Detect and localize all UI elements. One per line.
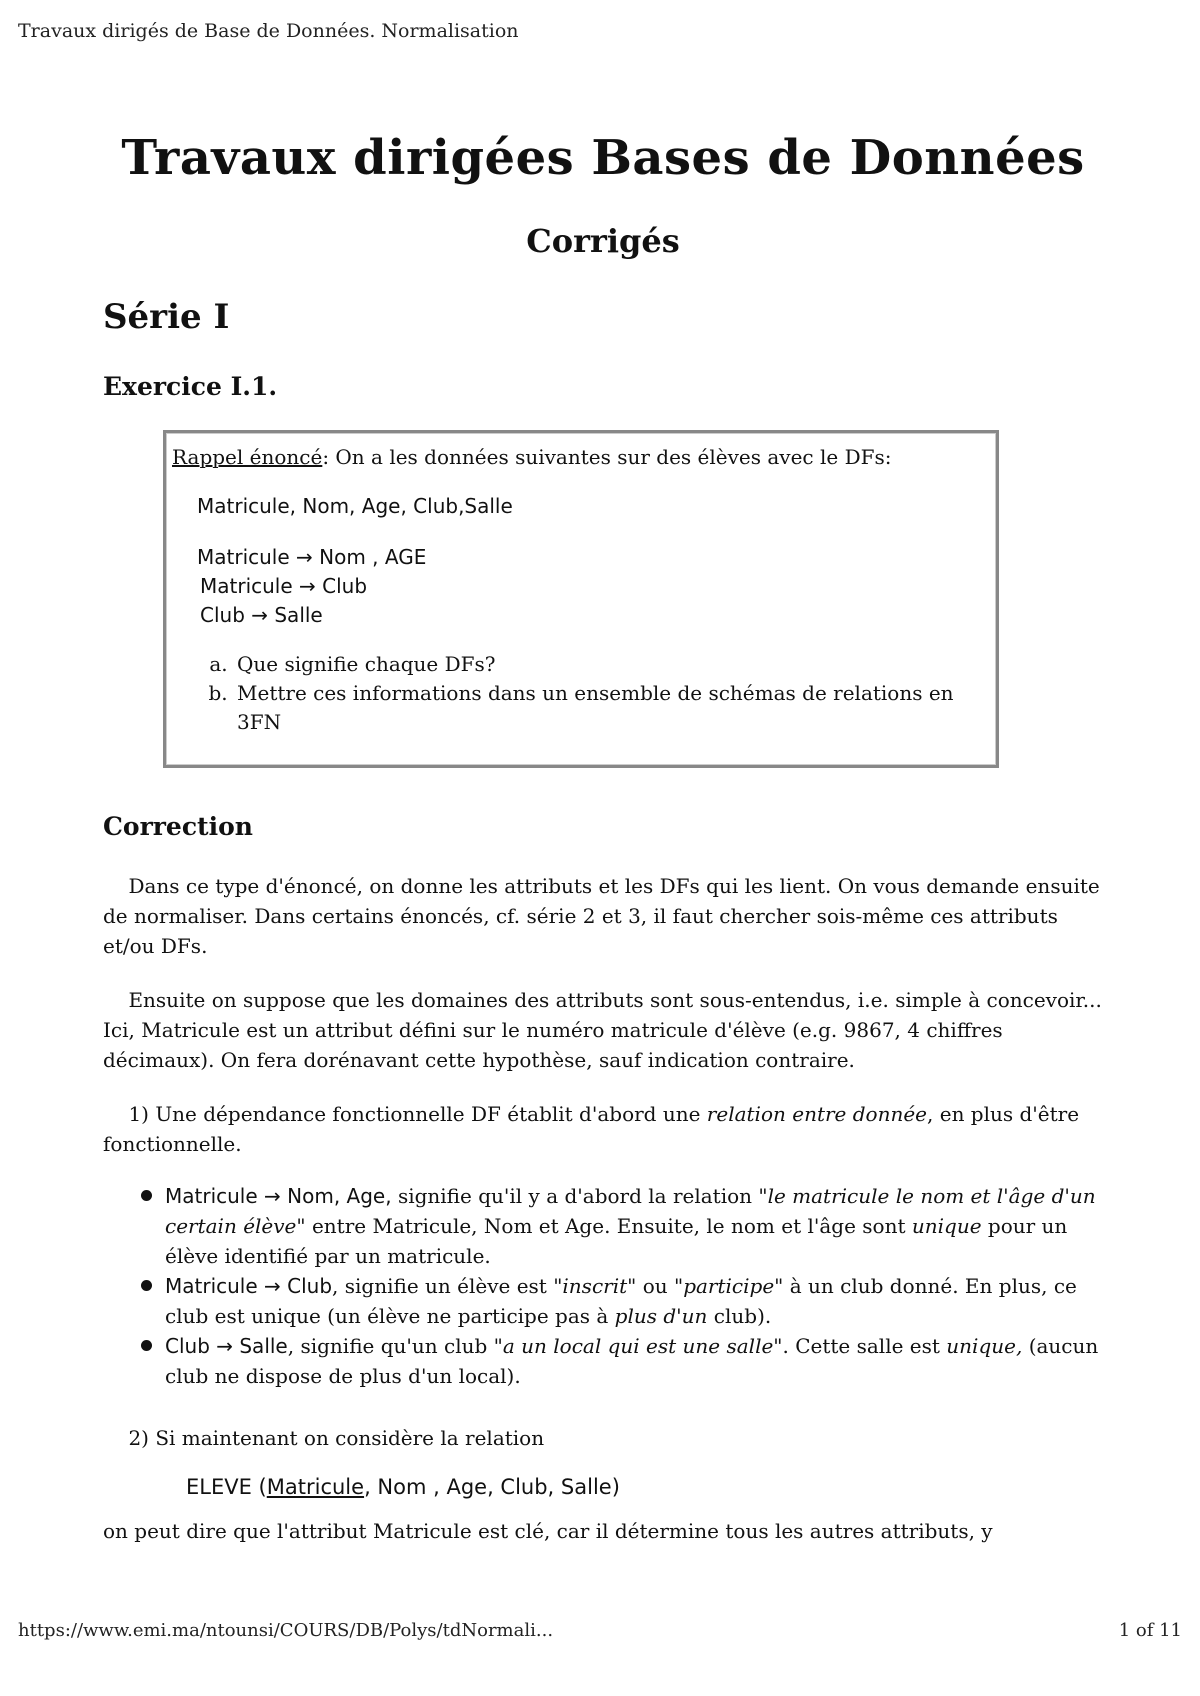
item-text: " à un club donné. En plus, ce club est unique (un élève ne participe pas à [165, 1274, 1077, 1328]
rappel-question: b. Mettre ces informations dans un ensemble de schémas de relations en 3FN [234, 679, 992, 737]
paragraph-text: 2) Si maintenant on considère la relation [128, 1426, 545, 1450]
item-text: , signifie qu'un club " [287, 1334, 503, 1358]
item-text: pour un élève identifié par un matricule. [165, 1214, 1068, 1268]
paragraph-text: Ensuite on suppose que les domaines des attributs sont sous-entendus, i.e. simple à concevoir... Ici, Matricule est un attribut défini sur le numéro matricule d'élève (e.g. 9867, 4 chiffres décimaux). On fera dorénavant cette hypothèse, sauf indication contraire. [103, 988, 1102, 1072]
rappel-df-list [172, 543, 992, 630]
correction-paragraph [103, 1423, 1103, 1453]
footer-url-link[interactable]: https://www.emi.ma/ntounsi/COURS/DB/Polys/tdNormali... [18, 1620, 554, 1641]
emphasis-text: unique, [946, 1334, 1023, 1358]
item-text: " entre Matricule, Nom et Age. Ensuite, le nom et l'âge sont [296, 1214, 912, 1238]
emphasis-text: unique [911, 1214, 982, 1238]
item-text: " ou " [627, 1274, 684, 1298]
exercise-heading: Exercice I.1. [103, 372, 278, 401]
correction-paragraph: on peut dire que l'attribut Matricule est clé, car il détermine tous les autres attributs, y [103, 1519, 993, 1543]
bullet-icon [141, 1190, 152, 1201]
paragraph-text: Dans ce type d'énoncé, on donne les attributs et les DFs qui les lient. On vous demande ensuite de normaliser. Dans certains énoncés, cf. série 2 et 3, il faut chercher sois-même ces attributs et/ou DFs. [103, 874, 1100, 958]
emphasis-text: inscrit [562, 1274, 628, 1298]
df-text: Matricule → Nom, Age, [165, 1184, 398, 1208]
df-explanation-list [141, 1181, 1101, 1391]
page-counter: 1 of 11 [1118, 1620, 1182, 1641]
rappel-question: a. Que signifie chaque DFs? [234, 650, 992, 679]
rappel-df: Matricule → Club [200, 574, 368, 598]
list-item [141, 1181, 1101, 1271]
correction-paragraph [103, 871, 1103, 961]
emphasis-text: a un local qui est une salle [502, 1334, 774, 1358]
rappel-label: Rappel énoncé [172, 445, 323, 469]
rappel-intro-text: : On a les données suivantes sur des élèves avec le DFs: [322, 445, 892, 469]
emphasis-text: plus d'un [614, 1304, 708, 1328]
bullet-icon [141, 1280, 152, 1291]
emphasis-text: relation entre donnée [706, 1102, 928, 1126]
bullet-icon [141, 1340, 152, 1351]
rappel-questions [172, 650, 992, 737]
df-text: Club → Salle [165, 1334, 288, 1358]
item-text: , signifie un élève est " [332, 1274, 563, 1298]
correction-heading: Correction [103, 812, 253, 841]
rappel-box [163, 430, 999, 768]
page-subtitle: Corrigés [526, 222, 680, 260]
item-text: club). [707, 1304, 772, 1328]
emphasis-text: participe [683, 1274, 775, 1298]
rappel-intro [172, 443, 992, 472]
correction-paragraph [103, 1099, 1103, 1159]
page-title: Travaux dirigées Bases de Données [121, 130, 1085, 186]
item-text: (aucun club ne dispose de plus d'un local). [165, 1334, 1099, 1388]
relation-rest: , Nom , Age, Club, Salle) [364, 1475, 620, 1499]
relation-prefix: ELEVE ( [186, 1475, 267, 1499]
rappel-attributes: Matricule, Nom, Age, Club,Salle [197, 494, 513, 518]
emphasis-text: le matricule le nom et l'âge d'un certain élève [165, 1184, 1096, 1238]
correction-paragraph [103, 985, 1103, 1075]
item-text: ". Cette salle est [773, 1334, 947, 1358]
df-text: Matricule → Club [165, 1274, 333, 1298]
rappel-df: Matricule → Nom , AGE [197, 545, 427, 569]
relation-key: Matricule [266, 1475, 365, 1499]
item-text: signifie qu'il y a d'abord la relation " [397, 1184, 768, 1208]
list-item [141, 1331, 1101, 1391]
relation-schema [186, 1475, 620, 1499]
rappel-df: Club → Salle [200, 603, 323, 627]
paragraph-text: , en plus d'être fonctionnelle. [103, 1102, 1080, 1156]
document-header: Travaux dirigés de Base de Données. Normalisation [18, 20, 519, 42]
paragraph-text: 1) Une dépendance fonctionnelle DF établit d'abord une [128, 1102, 707, 1126]
serie-heading: Série I [103, 297, 230, 337]
list-item [141, 1271, 1101, 1331]
